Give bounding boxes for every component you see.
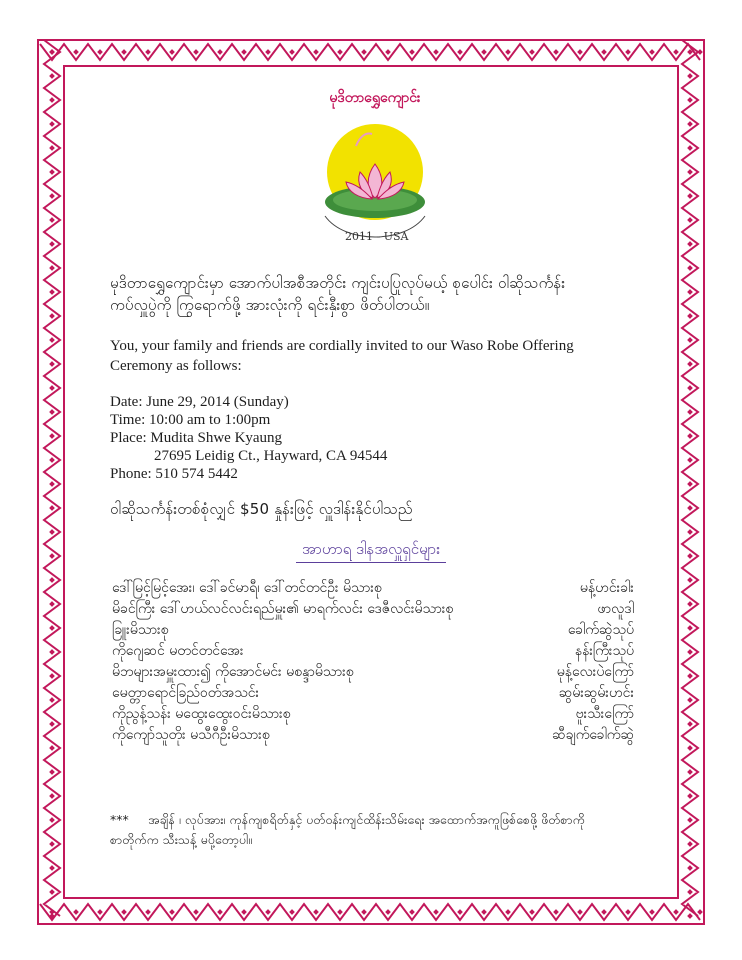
note-line-2: စာတိုက်က သီးသန့် မပို့တော့ပါ။	[110, 832, 253, 847]
donor-dish: မန့်ဟင်းခါး	[579, 580, 634, 596]
donor-name: ဒေါ်မြင့်မြင့်အေး၊ ဒေါ်ခင်မာရီ၊ ဒေါ်တင်တင်ဦး မိသားစု	[112, 580, 382, 596]
event-place: Place: Mudita Shwe Kyaung	[110, 430, 283, 446]
donor-row	[112, 704, 634, 726]
donors-title	[0, 540, 742, 562]
donor-name: မေတ္တာရောင်ခြည်ဝတ်အသင်း	[112, 685, 260, 701]
donor-row	[112, 599, 634, 621]
donor-name: မိဘများအမှူးထား၍ ကိုအောင်မင်း မစန္ဒာမိသားစု	[112, 664, 354, 680]
donor-name: ကိုဂျေဆင် မတင်တင်အေး	[112, 643, 244, 659]
donor-row	[112, 683, 634, 705]
price-line: ဝါဆိုသင်္ကန်းတစ်စုံလျှင် $50 နှုန်းဖြင့် လှူဒါန်းနိုင်ပါသည်	[110, 500, 413, 518]
intro-burmese-line-1: မုဒိတာရွှေကျောင်းမှာ အောက်ပါအစီအတိုင်း ကျင်းပပြုလုပ်မယ့် စုပေါင်း ဝါဆိုသင်္ကန်း	[110, 274, 566, 292]
donor-dish: မုန့်လေးပဲကြော်	[556, 664, 634, 680]
logo-top-text: မုဒိတာရွှေကျောင်း	[329, 90, 421, 106]
invite-english-line-2: Ceremony as follows:	[110, 358, 242, 374]
donor-dish: နန်းကြီးသုပ်	[574, 643, 634, 659]
donor-dish: ခေါက်ဆွဲသုပ်	[567, 622, 634, 638]
donor-name: ခြူးမိသားစု	[112, 622, 169, 638]
donor-row	[112, 620, 634, 642]
event-phone: Phone: 510 574 5442	[110, 466, 238, 482]
donor-row	[112, 725, 634, 747]
donor-dish: ဖာလူဒါ	[597, 601, 634, 617]
note-line-1: အချိန် ၊ လုပ်အား၊ ကုန်ကျစရိတ်နှင့် ပတ်ဝန်းကျင်ထိန်းသိမ်းရေး အထောက်အကူဖြစ်စေဖို့ ဖိတ်စာကို	[148, 812, 585, 827]
donor-name: ကိုညွန့်သန်း မထွေးထွေးဝင်းမိသားစု	[112, 706, 291, 722]
donor-row	[112, 578, 634, 600]
event-date: Date: June 29, 2014 (Sunday)	[110, 394, 289, 410]
invite-english-line-1: You, your family and friends are cordially invited to our Waso Robe Offering	[110, 338, 574, 354]
logo-year-text: 2011 - USA	[345, 230, 409, 243]
donor-dish: ဆွမ်းဆွမ်းဟင်း	[558, 685, 634, 701]
donor-dish: ဆီချက်ခေါက်ဆွဲ	[552, 727, 634, 743]
donor-row	[112, 641, 634, 663]
donor-name: ကိုကျော်သူတိုး မသီဂီဦးမိသားစု	[112, 727, 270, 743]
note-marker: ***	[110, 812, 129, 827]
event-time: Time: 10:00 am to 1:00pm	[110, 412, 271, 428]
donor-name: မိခင်ကြီး ဒေါ်ဟယ်လင်လင်းရည်မှူး၏ မာရက်လင်း ဒေဇီလင်းမိသားစု	[112, 601, 454, 617]
donors-title-text: အာဟာရ ဒါနအလှူရှင်များ	[296, 540, 446, 563]
intro-burmese-line-2: ကပ်လှူပွဲကို ကြွရောက်ဖို့ အားလုံးကို ရင်းနှီးစွာ ဖိတ်ပါတယ်။	[110, 296, 430, 314]
event-address: 27695 Leidig Ct., Hayward, CA 94544	[154, 448, 388, 464]
donor-row	[112, 662, 634, 684]
donor-dish: ဗူးသီးကြော်	[575, 706, 634, 722]
